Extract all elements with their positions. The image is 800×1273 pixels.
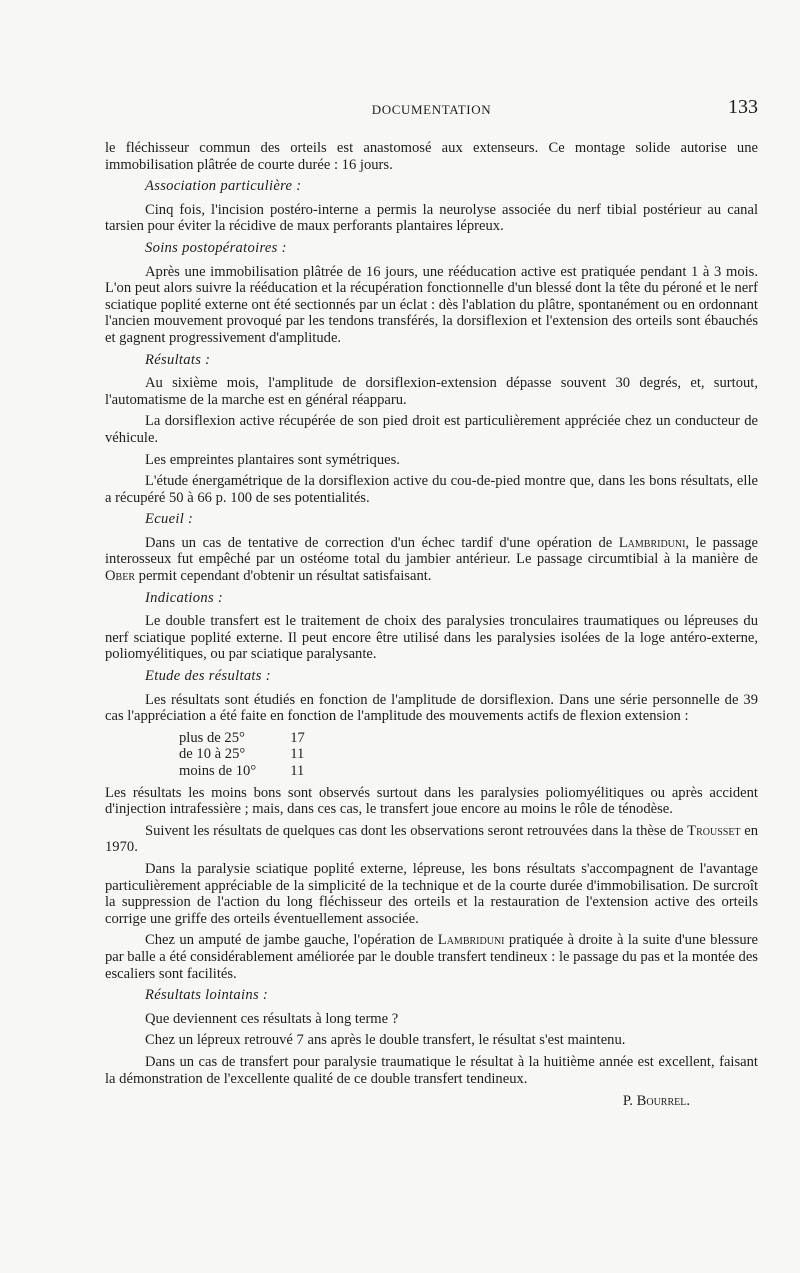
paragraph: Chez un lépreux retrouvé 7 ans après le double transfert, le résultat s'est maintenu. [145,1032,626,1049]
table-cell: plus de 25° [179,729,245,746]
article-body [105,140,758,1110]
signature-initial: P. [622,1093,637,1110]
table-cell: moins de 10° [179,763,257,779]
paragraph: Les empreintes plantaires sont symétriques. [145,451,400,468]
page-number: 133 [728,96,758,118]
section-heading: Etude des résultats : [145,668,271,685]
section-heading: Résultats lointains : [145,987,269,1004]
text-run: Chez un amputé de jambe gauche, l'opération de [145,932,438,949]
paragraph: le fléchisseur commun des orteils est anastomosé aux extenseurs. Ce montage solide autorise une immobilisation plâtrée de courte durée : 16 jours. [105,140,758,173]
results-table [179,730,305,780]
paragraph: L'étude énergamétrique de la dorsiflexion active du cou-de-pied montre que, dans les bons résultats, elle a récupéré 50 à 66 p. 100 de ses potentialités. [105,473,758,506]
text-run: en 1970. [105,822,758,856]
paragraph: Dans la paralysie sciatique poplité externe, lépreuse, les bons résultats s'accompagnent de l'avantage particulièrement appréciable de la simplicité de la technique et de la courte durée d'immobilisation. De surcroît la suppression de l'action du long fléchisseur des orteils et la restauration de l'extension active des orteils corrige une griffe des orteils éventuellement associée. [105,860,758,927]
author-signature [105,1093,758,1110]
text-run: , le passage interosseux fut empêché par un ostéome total du jambier antérieur. Le passage circumtibial à la manière de [105,534,758,568]
paragraph: Le double transfert est le traitement de choix des paralysies tronculaires traumatiques ou lépreuses du nerf sciatique poplité externe. Il peut encore être utilisé dans les paralysies isolées de la loge antéro-externe, poliomyélitiques, ou par sciatique paralysante. [105,613,758,663]
section-heading: Association particulière : [145,178,302,195]
section-heading: Résultats : [145,351,211,368]
author-name: Ober [105,568,135,585]
signature-name: Bourrel. [636,1093,690,1110]
table-cell: 11 [290,763,305,779]
paragraph: La dorsiflexion active récupérée de son pied droit est particulièrement appréciée chez un conducteur de véhicule. [105,413,758,446]
running-header [105,96,758,124]
paragraph: Au sixième mois, l'amplitude de dorsiflexion-extension dépasse souvent 30 degrés, et, surtout, l'automatisme de la marche est en général réapparu. [105,375,758,408]
author-name: Lambriduni [618,534,686,551]
author-name: Lambriduni [437,932,505,949]
table-row [179,730,305,747]
paragraph: Que deviennent ces résultats à long terme ? [145,1010,399,1027]
text-run: permit cependant d'obtenir un résultat satisfaisant. [135,568,432,585]
table-row [179,763,305,780]
paragraph: Cinq fois, l'incision postéro-interne a permis la neurolyse associée du nerf tibial postérieur au canal tarsien pour éviter la récidive de maux perforants plantaires lépreux. [105,201,758,235]
section-heading: Ecueil : [145,511,194,528]
table-cell: de 10 à 25° [179,746,246,763]
section-heading: Indications : [145,589,224,606]
paragraph [105,535,758,585]
text-run: Suivent les résultats de quelques cas dont les observations seront retrouvées dans la thèse de [145,822,688,839]
author-name: Trousset [687,822,741,839]
paragraph [105,932,758,982]
text-run: pratiquée à droite à la suite d'une blessure par balle a été considérablement améliorée par le double transfert tendineux : le passage du pas et la montée des escaliers sont facilités. [105,932,758,982]
paragraph: Dans un cas de transfert pour paralysie traumatique le résultat à la huitième année est excellent, faisant la démonstration de l'excellente qualité de ce double transfert tendineux. [105,1053,758,1087]
paragraph: Les résultats sont étudiés en fonction de l'amplitude de dorsiflexion. Dans une série personnelle de 39 cas l'appréciation a été faite en fonction de l'amplitude des mouvements actifs de flexion extension : [105,691,758,725]
paragraph [105,823,758,856]
running-title: DOCUMENTATION [371,102,492,117]
text-run: Dans un cas de tentative de correction d'un échec tardif d'une opération de [145,534,619,551]
section-heading: Soins postopératoires : [145,239,287,256]
paragraph: Après une immobilisation plâtrée de 16 jours, une rééducation active est pratiquée pendant 1 à 3 mois. L'on peut alors suivre la rééducation et la récupération fonctionnelle d'un blessé dont la tête du péroné et le nerf sciatique poplité externe ont été sectionnés par un éclat : dès l'ablation du plâtre, spontanément ou en ordonnant l'ancien mouvement provoqué par les tendons transférés, la dorsiflexion et l'extension des orteils sont ébauchés et gagnent progressivement d'amplitude. [105,263,758,346]
table-cell: 11 [290,746,305,763]
table-cell: 17 [290,729,305,746]
table-row [179,746,305,763]
paragraph: Les résultats les moins bons sont observés surtout dans les paralysies poliomyélitiques ou après accident d'injection intrafessière ; mais, dans ces cas, le transfert joue encore au moins le rôle de ténodèse. [105,784,758,818]
